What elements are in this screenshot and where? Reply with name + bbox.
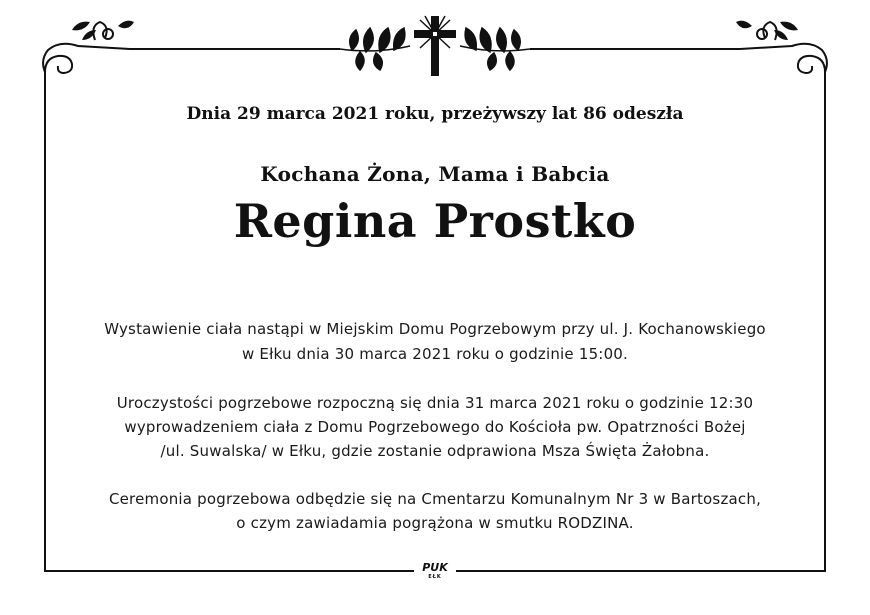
deceased-name: Regina Prostko [233, 194, 637, 248]
paragraph-3-line-2: o czym zawiadamia pogrążona w smutku RODZINA. [236, 514, 634, 532]
paragraph-2-line-1: Uroczystości pogrzebowe rozpoczną się dnia 31 marca 2021 roku o godzinie 12:30 [116, 394, 754, 412]
paragraph-1-line-2: w Ełku dnia 30 marca 2021 roku o godzinie 15:00. [241, 345, 629, 363]
laurel-branch-icon [460, 28, 530, 70]
paragraph-2-line-2: wyprowadzeniem ciała z Domu Pogrzebowego do Kościoła pw. Opatrzności Bożej [124, 418, 746, 436]
puk-logo [414, 562, 456, 582]
cross-icon [414, 16, 456, 76]
paragraph-2-line-3: /ul. Suwalska/ w Ełku, gdzie zostanie odprawiona Msza Święta Żałobna. [160, 442, 710, 460]
relation-subtitle: Kochana Żona, Mama i Babcia [260, 162, 610, 186]
logo-main-text: PUK [422, 561, 448, 574]
frame-bottom-border-right [456, 570, 826, 572]
corner-flourish-icon [740, 22, 827, 94]
death-date-line: Dnia 29 marca 2021 roku, przeżywszy lat 86 odeszła [186, 104, 684, 124]
paragraph-1-line-1: Wystawienie ciała nastąpi w Miejskim Domu Pogrzebowym przy ul. J. Kochanowskiego [104, 320, 766, 338]
laurel-branch-icon [340, 28, 410, 70]
logo-sub-text: EŁK [428, 574, 442, 580]
paragraph-3-line-1: Ceremonia pogrzebowa odbędzie się na Cmentarzu Komunalnym Nr 3 w Bartoszach, [108, 490, 762, 508]
corner-flourish-icon [43, 22, 130, 94]
top-ornament [0, 0, 870, 100]
frame-bottom-border-left [44, 570, 414, 572]
